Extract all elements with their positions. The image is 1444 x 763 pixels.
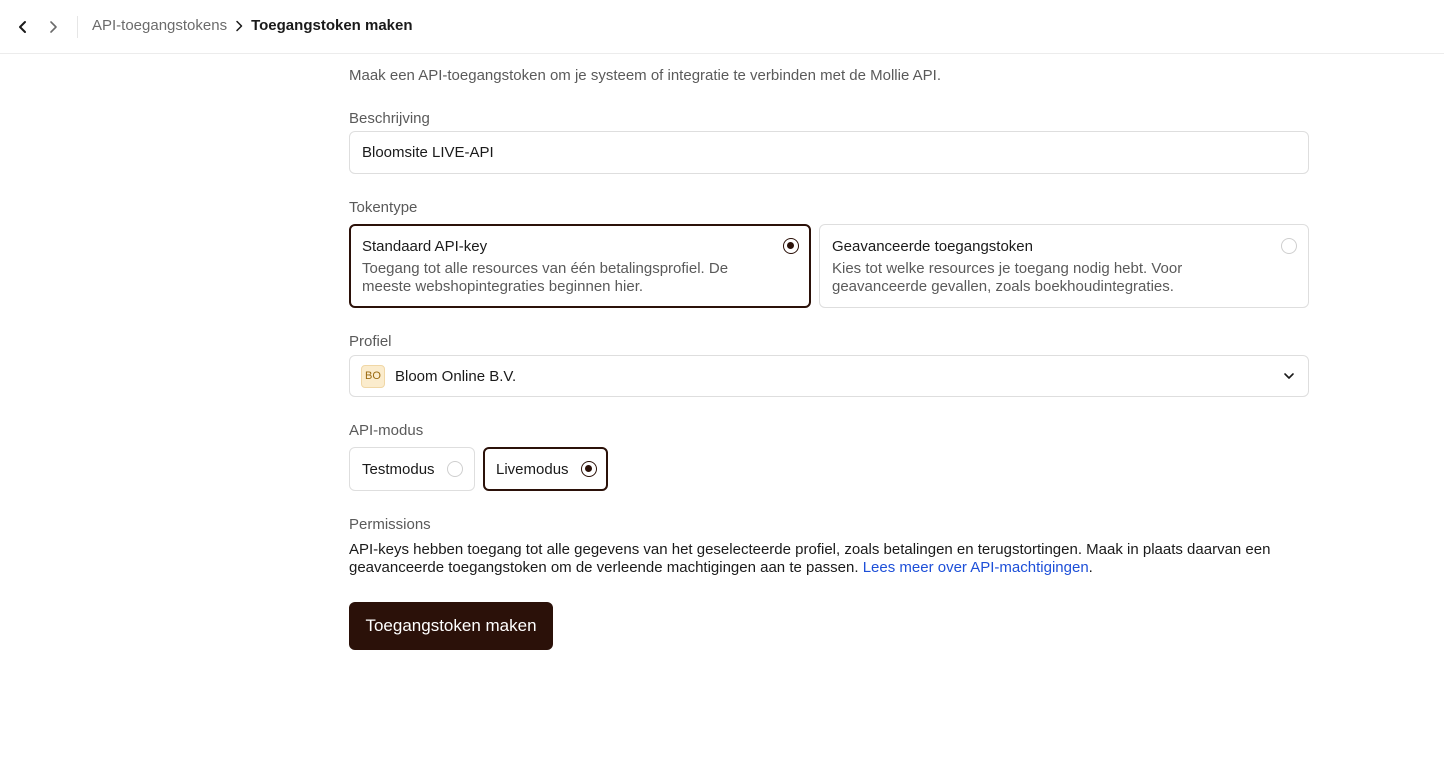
api-mode-live-option[interactable] bbox=[483, 447, 608, 491]
api-mode-test-radio[interactable] bbox=[447, 461, 463, 477]
token-type-label: Tokentype bbox=[349, 199, 418, 216]
profile-select[interactable] bbox=[349, 355, 1309, 397]
back-button[interactable] bbox=[11, 14, 35, 40]
create-token-form bbox=[349, 67, 1309, 635]
chevron-left-icon bbox=[16, 20, 30, 34]
api-mode-live-radio[interactable] bbox=[581, 461, 597, 477]
description-input[interactable] bbox=[349, 131, 1309, 174]
nav-divider bbox=[77, 16, 78, 38]
token-type-advanced-option[interactable] bbox=[819, 224, 1309, 308]
token-type-advanced-description: Kies tot welke resources je toegang nodig hebt. Voor geavanceerde gevallen, zoals boekhoudintegraties. bbox=[832, 260, 1183, 295]
description-label: Beschrijving bbox=[349, 110, 430, 127]
permissions-suffix: . bbox=[1088, 559, 1093, 576]
breadcrumb bbox=[92, 17, 413, 34]
permissions-body: API-keys hebben toegang tot alle gegevens van het geselecteerde profiel, zoals betalingen en terugstortingen. Maak in plaats daarvan een geavanceerde toegangstoken om de verleende machtigingen aan te passen. bbox=[349, 541, 1271, 576]
permissions-learn-more-link[interactable]: Lees meer over API-machtigingen bbox=[862, 559, 1089, 576]
profile-label: Profiel bbox=[349, 333, 392, 350]
token-type-advanced-title: Geavanceerde toegangstoken bbox=[832, 238, 1033, 255]
token-type-standard-radio[interactable] bbox=[783, 238, 799, 254]
profile-select-value: Bloom Online B.V. bbox=[395, 367, 517, 385]
intro-text: Maak een API-toegangstoken om je systeem of integratie te verbinden met de Mollie API. bbox=[349, 67, 941, 84]
api-mode-label: API-modus bbox=[349, 422, 424, 439]
token-type-advanced-radio[interactable] bbox=[1281, 238, 1297, 254]
token-type-standard-option[interactable] bbox=[349, 224, 811, 308]
token-type-standard-description: Toegang tot alle resources van één betalingsprofiel. De meeste webshopintegraties beginnen hier. bbox=[362, 260, 729, 295]
forward-button[interactable] bbox=[41, 14, 65, 40]
api-mode-test-option[interactable] bbox=[349, 447, 475, 491]
api-mode-test-label: Testmodus bbox=[362, 460, 435, 478]
api-mode-live-label: Livemodus bbox=[496, 460, 569, 478]
create-token-button[interactable]: Toegangstoken maken bbox=[349, 602, 553, 650]
chevron-right-icon bbox=[234, 20, 244, 32]
breadcrumb-parent-link[interactable]: API-toegangstokens bbox=[92, 17, 228, 34]
profile-avatar: BO bbox=[361, 365, 385, 388]
breadcrumb-current: Toegangstoken maken bbox=[251, 17, 413, 34]
permissions-label: Permissions bbox=[349, 516, 431, 533]
permissions-text bbox=[349, 541, 1309, 577]
top-bar bbox=[0, 0, 1444, 54]
chevron-right-icon bbox=[46, 20, 60, 34]
chevron-down-icon bbox=[1282, 369, 1296, 383]
token-type-standard-title: Standaard API-key bbox=[362, 238, 488, 255]
